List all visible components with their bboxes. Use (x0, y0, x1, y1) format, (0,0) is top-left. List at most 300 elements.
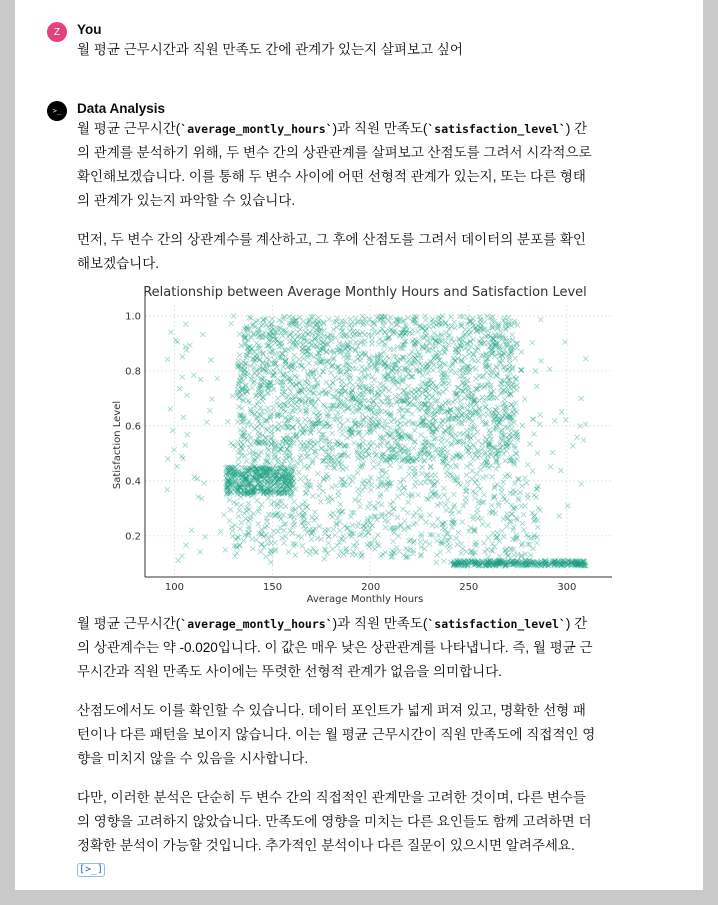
data-point (415, 329, 420, 334)
data-point (448, 544, 453, 549)
data-point (406, 538, 411, 543)
data-point (345, 418, 350, 423)
data-point (470, 419, 475, 424)
data-point (319, 446, 324, 451)
data-point (425, 371, 430, 376)
data-point (341, 354, 346, 359)
data-point (376, 386, 381, 391)
data-point (209, 396, 214, 401)
data-point (436, 533, 441, 538)
data-point (478, 467, 483, 472)
data-point (315, 471, 320, 476)
data-point (481, 374, 486, 379)
data-point (406, 384, 411, 389)
data-point (508, 440, 513, 445)
data-point (385, 476, 390, 481)
data-point (288, 403, 293, 408)
data-point (353, 497, 358, 502)
data-point (520, 521, 525, 526)
data-point (165, 456, 170, 461)
data-point (496, 503, 501, 508)
data-point (431, 457, 436, 462)
data-point (239, 520, 244, 525)
paragraph-plan: 먼저, 두 변수 간의 상관계수를 계산하고, 그 후에 산점도를 그려서 데이터의 분포를 확인해보겠습니다. (77, 232, 586, 271)
data-point (374, 452, 379, 457)
data-point (432, 437, 437, 442)
data-point (376, 314, 381, 319)
paragraph-correlation (77, 612, 597, 684)
data-point (407, 353, 412, 358)
data-point (401, 486, 406, 491)
data-point (281, 401, 286, 406)
data-point (445, 450, 450, 455)
data-point (559, 409, 564, 414)
data-point (237, 508, 242, 513)
data-point (330, 547, 335, 552)
data-point (391, 347, 396, 352)
data-point (231, 314, 236, 319)
user-message-text: 월 평균 근무시간과 직원 만족도 간에 관계가 있는지 살펴보고 싶어 (77, 42, 463, 57)
data-point (208, 358, 213, 363)
data-point (355, 470, 360, 475)
data-point (499, 485, 504, 490)
data-point (168, 406, 173, 411)
data-point (418, 481, 423, 486)
data-point (514, 409, 519, 414)
data-point (261, 545, 266, 550)
data-point (491, 389, 496, 394)
data-point (313, 323, 318, 328)
data-point (521, 512, 526, 517)
data-point (340, 422, 345, 427)
data-point (371, 399, 376, 404)
data-point (535, 518, 540, 523)
data-point (471, 352, 476, 357)
data-point (481, 540, 486, 545)
data-point (389, 419, 394, 424)
data-point (376, 462, 381, 467)
data-point (419, 534, 424, 539)
data-point (548, 464, 553, 469)
data-point (451, 492, 456, 497)
y-tick-label: 0.4 (125, 476, 141, 488)
data-point (237, 332, 242, 337)
data-point (250, 546, 255, 551)
data-point (323, 364, 328, 369)
data-point (470, 477, 475, 482)
data-point (538, 507, 543, 512)
data-point (441, 559, 446, 564)
data-point (292, 405, 297, 410)
data-point (269, 424, 274, 429)
data-point (338, 502, 343, 507)
data-point (550, 450, 555, 455)
data-point (463, 327, 468, 332)
data-point (304, 408, 309, 413)
data-point (411, 391, 416, 396)
x-tick-label: 250 (459, 582, 479, 593)
data-point (498, 361, 503, 366)
x-tick-label: 300 (557, 582, 577, 593)
data-point (185, 393, 190, 398)
data-point (360, 456, 365, 461)
data-point (384, 487, 389, 492)
data-point (282, 522, 287, 527)
data-point (357, 492, 362, 497)
paragraph-intro (77, 117, 597, 213)
data-point (415, 406, 420, 411)
data-point (455, 475, 460, 480)
inline-code: `average_montly_hours` (180, 617, 333, 631)
data-point (232, 554, 237, 559)
data-point (215, 376, 220, 381)
data-point (366, 530, 371, 535)
data-point (402, 527, 407, 532)
data-point (181, 415, 186, 420)
data-point (311, 444, 316, 449)
data-point (341, 538, 346, 543)
data-point (396, 385, 401, 390)
y-tick-label: 0.6 (125, 421, 141, 433)
data-point (251, 452, 256, 457)
data-point (485, 523, 490, 528)
data-point (204, 420, 209, 425)
data-point (420, 373, 425, 378)
data-point (520, 423, 525, 428)
data-point (446, 548, 451, 553)
data-point (552, 418, 557, 423)
data-point (493, 511, 498, 516)
data-point (275, 460, 280, 465)
data-point (227, 497, 232, 502)
inline-code: `satisfaction_level` (427, 617, 566, 631)
user-avatar: Z (47, 22, 67, 42)
data-point (328, 333, 333, 338)
data-point (495, 405, 500, 410)
data-point (412, 428, 417, 433)
data-point (474, 376, 479, 381)
data-point (287, 314, 292, 319)
data-point (498, 391, 503, 396)
data-point (296, 405, 301, 410)
data-point (449, 511, 454, 516)
text: )과 직원 만족도( (332, 616, 428, 631)
data-point (338, 549, 343, 554)
data-point (464, 549, 469, 554)
data-point (503, 458, 508, 463)
data-point (375, 330, 380, 335)
text: 다만, 이러한 분석은 단순히 두 변수 간의 직접적인 관계만을 고려한 것이며, 다른 변수들의 영향을 고려하지 않았습니다. 만족도에 영향을 미치는 다른 요인들도 함께 고려하면 더 정확한 분석이 가능할 것입니다. 추가적인 분석이나 다른 질문이 있으시면 알려주세요. (77, 790, 592, 853)
data-point (234, 551, 239, 556)
assistant-message-continued (77, 612, 597, 897)
data-point (534, 541, 539, 546)
data-point (175, 464, 180, 469)
text: 월 평균 근무시간( (77, 121, 181, 136)
data-point (487, 434, 492, 439)
data-point (241, 359, 246, 364)
data-point (433, 473, 438, 478)
data-point (521, 527, 526, 532)
data-point (247, 445, 252, 450)
data-point (433, 436, 438, 441)
data-point (475, 478, 480, 483)
data-point (350, 523, 355, 528)
data-point (405, 510, 410, 515)
data-point (336, 489, 341, 494)
data-point (307, 361, 312, 366)
data-point (537, 422, 542, 427)
data-point (471, 337, 476, 342)
data-point (504, 499, 509, 504)
data-point (269, 322, 274, 327)
data-point (236, 514, 241, 519)
data-point (246, 501, 251, 506)
data-point (460, 314, 465, 319)
data-point (499, 528, 504, 533)
data-point (451, 339, 456, 344)
data-point (351, 440, 356, 445)
data-point (311, 411, 316, 416)
data-point (176, 558, 181, 563)
data-point (180, 375, 185, 380)
data-point (295, 375, 300, 380)
data-point (408, 538, 413, 543)
data-point (336, 553, 341, 558)
data-point (482, 319, 487, 324)
data-point (440, 314, 445, 319)
x-tick-label: 100 (164, 582, 184, 593)
data-point (452, 320, 457, 325)
data-point (347, 475, 352, 480)
data-point (331, 327, 336, 332)
data-point (290, 531, 295, 536)
data-point (519, 367, 524, 372)
assistant-author: Data Analysis (77, 101, 166, 116)
data-point (431, 317, 436, 322)
data-point (436, 390, 441, 395)
data-point (434, 384, 439, 389)
data-point (378, 329, 383, 334)
data-point (380, 452, 385, 457)
data-point (579, 481, 584, 486)
data-point (419, 471, 424, 476)
data-point (501, 534, 506, 539)
data-point (495, 530, 500, 535)
data-point (466, 452, 471, 457)
data-point (344, 396, 349, 401)
data-point (306, 464, 311, 469)
data-point (326, 317, 331, 322)
data-point (431, 368, 436, 373)
data-point (391, 417, 396, 422)
data-point (579, 396, 584, 401)
data-point (509, 402, 514, 407)
data-point (317, 486, 322, 491)
data-point (304, 406, 309, 411)
assistant-message (52, 101, 597, 291)
data-point (291, 358, 296, 363)
data-point (417, 506, 422, 511)
data-point (475, 455, 480, 460)
y-axis-label: Satisfaction Level (112, 400, 123, 490)
data-point (435, 553, 440, 558)
data-point (499, 385, 504, 390)
inline-code: `satisfaction_level` (427, 122, 566, 136)
data-point (259, 449, 264, 454)
data-point (242, 511, 247, 516)
data-point (395, 418, 400, 423)
scatter-chart (100, 280, 620, 610)
data-point (450, 400, 455, 405)
data-point (183, 543, 188, 548)
data-point (432, 331, 437, 336)
data-point (368, 488, 373, 493)
data-point (312, 510, 317, 515)
data-point (431, 416, 436, 421)
data-point (416, 492, 421, 497)
data-point (254, 537, 259, 542)
view-code-button[interactable]: [>_] (79, 864, 104, 876)
data-point (445, 461, 450, 466)
data-point (318, 373, 323, 378)
terminal-icon: >_ (47, 101, 67, 121)
data-point (271, 529, 276, 534)
y-tick-label: 1.0 (125, 311, 141, 323)
data-point (437, 350, 442, 355)
data-point (184, 348, 189, 353)
data-point (281, 528, 286, 533)
data-point (456, 530, 461, 535)
data-point (354, 449, 359, 454)
data-point (348, 317, 353, 322)
data-point (406, 472, 411, 477)
data-point (235, 387, 240, 392)
data-point (183, 322, 188, 327)
data-point (236, 457, 241, 462)
data-point (441, 403, 446, 408)
data-point (558, 468, 563, 473)
data-point (371, 410, 376, 415)
data-point (496, 500, 501, 505)
data-point (388, 426, 393, 431)
data-point (283, 521, 288, 526)
data-point (502, 397, 507, 402)
data-point (435, 516, 440, 521)
data-point (348, 514, 353, 519)
data-point (370, 341, 375, 346)
data-point (491, 495, 496, 500)
data-point (492, 544, 497, 549)
data-point (519, 553, 524, 558)
paragraph-caveat (77, 786, 597, 882)
data-point (519, 349, 524, 354)
data-point (516, 477, 521, 482)
inline-code: `average_montly_hours` (180, 122, 333, 136)
data-point (419, 335, 424, 340)
data-point (273, 463, 278, 468)
data-point (425, 395, 430, 400)
data-point (316, 493, 321, 498)
data-point (227, 518, 232, 523)
data-point (376, 342, 381, 347)
data-point (530, 417, 535, 422)
data-point (410, 411, 415, 416)
data-point (434, 524, 439, 529)
data-point (288, 461, 293, 466)
data-point (271, 406, 276, 411)
data-point (455, 542, 460, 547)
data-point (443, 321, 448, 326)
data-point (290, 382, 295, 387)
data-point (225, 419, 230, 424)
data-point (335, 543, 340, 548)
data-point (344, 466, 349, 471)
data-point (525, 492, 530, 497)
chart-title: Relationship between Average Monthly Hours and Satisfaction Level (143, 285, 587, 300)
data-point (330, 515, 335, 520)
data-point (276, 427, 281, 432)
data-point (187, 343, 192, 348)
data-point (407, 466, 412, 471)
data-point (511, 552, 516, 557)
data-point (328, 386, 333, 391)
data-point (356, 521, 361, 526)
text: ) 간의 관계를 분석하기 위해, 두 변수 간의 상관관계를 살펴보고 산점도를 그려서 시각적으로 확인해보겠습니다. 이를 통해 두 변수 사이에 어떤 선형적 관계가 있는지, 또는 다른 형태의 관계가 있는지 파악할 수 있습니다. (77, 121, 592, 208)
data-point (464, 473, 469, 478)
data-point (200, 332, 205, 337)
data-point (394, 354, 399, 359)
data-point (538, 317, 543, 322)
data-point (372, 537, 377, 542)
data-point (513, 377, 518, 382)
data-point (353, 552, 358, 557)
data-point (202, 481, 207, 486)
data-point (198, 377, 203, 382)
data-point (278, 504, 283, 509)
data-point (444, 387, 449, 392)
data-point (575, 435, 580, 440)
data-point (420, 465, 425, 470)
data-point (474, 511, 479, 516)
data-point (376, 543, 381, 548)
data-point (406, 500, 411, 505)
data-point (389, 321, 394, 326)
data-point (499, 431, 504, 436)
data-point (383, 525, 388, 530)
data-point (514, 516, 519, 521)
data-point (446, 342, 451, 347)
data-point (476, 516, 481, 521)
data-point (515, 517, 520, 522)
data-point (441, 486, 446, 491)
data-point (431, 416, 436, 421)
data-point (337, 420, 342, 425)
data-point (281, 364, 286, 369)
data-point (381, 552, 386, 557)
data-point (275, 396, 280, 401)
data-point (298, 476, 303, 481)
paragraph-scatter: 산점도에서도 이를 확인할 수 있습니다. 데이터 포인트가 넓게 퍼져 있고, 명확한 선형 패턴이나 다른 패턴을 보이지 않습니다. 이는 월 평균 근무시간이 직원 만족도에 직접적인 영향을 미치지 않을 수 있음을 시사합니다. (77, 703, 596, 766)
data-point (420, 363, 425, 368)
data-point (404, 360, 409, 365)
data-point (323, 528, 328, 533)
data-point (510, 338, 515, 343)
data-point (563, 417, 568, 422)
data-point (482, 549, 487, 554)
data-point (259, 424, 264, 429)
data-point (296, 512, 301, 517)
data-point (535, 525, 540, 530)
